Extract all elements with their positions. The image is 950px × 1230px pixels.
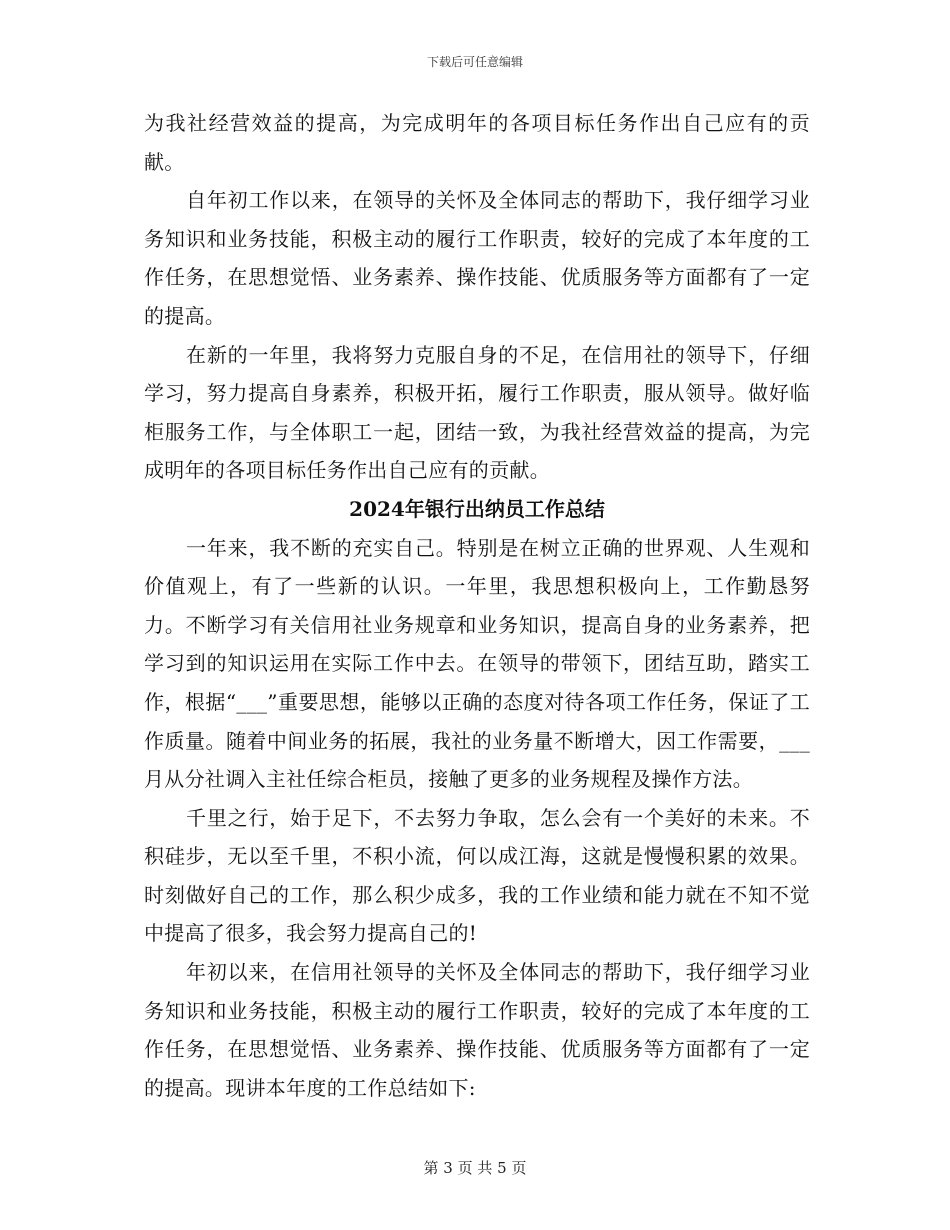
- section-title: 2024年银行出纳员工作总结: [349, 496, 605, 521]
- paragraph-3: 在新的一年里，我将努力克服自身的不足，在信用社的领导下，仔细学习，努力提高自身素养，积极开拓，履行工作职责，服从领导。做好临柜服务工作，与全体职工一起，团结一致，为我社经营效益的提高，为完成明年的各项目标任务作出自己应有的贡献。: [144, 342, 810, 483]
- document-body: [144, 104, 810, 1107]
- paragraph-4: 一年来，我不断的充实自己。特别是在树立正确的世界观、人生观和价值观上，有了一些新的认识。一年里，我思想积极向上，工作勤恳努力。不断学习有关信用社业务规章和业务知识，提高自身的业务素养，把学习到的知识运用在实际工作中去。在领导的带领下，团结互助，踏实工作，根据“___”重要思想，能够以正确的态度对待各项工作任务，保证了工作质量。随着中间业务的拓展，我社的业务量不断增大，因工作需要，___月从分社调入主社任综合柜员，接触了更多的业务规程及操作方法。: [144, 535, 810, 792]
- paragraph-1: 为我社经营效益的提高，为完成明年的各项目标任务作出自己应有的贡献。: [144, 111, 810, 174]
- paragraph-5: 千里之行，始于足下，不去努力争取，怎么会有一个美好的未来。不积硅步，无以至千里，不积小流，何以成江海，这就是慢慢积累的效果。时刻做好自己的工作，那么积少成多，我的工作业绩和能力就在不知不觉中提高了很多，我会努力提高自己的!: [144, 805, 810, 946]
- paragraph-6: 年初以来，在信用社领导的关怀及全体同志的帮助下，我仔细学习业务知识和业务技能，积极主动的履行工作职责，较好的完成了本年度的工作任务，在思想觉悟、业务素养、操作技能、优质服务等方面都有了一定的提高。现讲本年度的工作总结如下:: [144, 960, 810, 1100]
- page-footer: 第 3 页 共 5 页: [423, 1159, 527, 1177]
- paragraph-2: 自年初工作以来，在领导的关怀及全体同志的帮助下，我仔细学习业务知识和业务技能，积极主动的履行工作职责，较好的完成了本年度的工作任务，在思想觉悟、业务素养、操作技能、优质服务等方面都有了一定的提高。: [144, 188, 810, 328]
- page-header: 下载后可任意编辑: [426, 55, 523, 69]
